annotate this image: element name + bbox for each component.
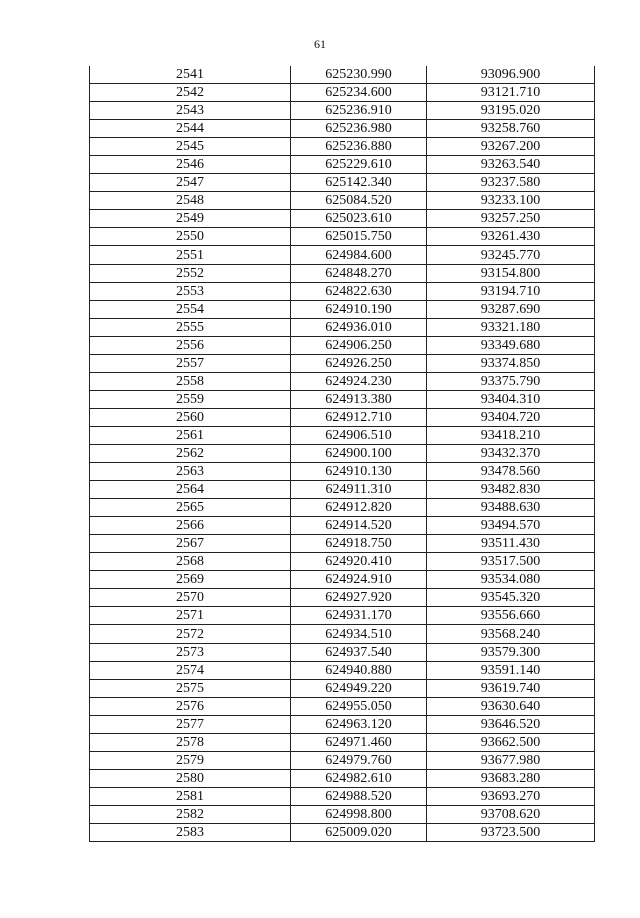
table-row	[90, 246, 595, 264]
point-number-cell: 2574	[90, 661, 291, 679]
point-number-cell: 2564	[90, 481, 291, 499]
x-coordinate-cell: 624913.380	[291, 390, 427, 408]
point-number-cell: 2565	[90, 499, 291, 517]
point-number-cell: 2548	[90, 192, 291, 210]
x-coordinate-cell: 624931.170	[291, 607, 427, 625]
y-coordinate-cell: 93195.020	[427, 102, 595, 120]
x-coordinate-cell: 624984.600	[291, 246, 427, 264]
y-coordinate-cell: 93233.100	[427, 192, 595, 210]
point-number-cell: 2551	[90, 246, 291, 264]
y-coordinate-cell: 93646.520	[427, 715, 595, 733]
point-number-cell: 2578	[90, 733, 291, 751]
point-number-cell: 2575	[90, 679, 291, 697]
table-row	[90, 138, 595, 156]
y-coordinate-cell: 93374.850	[427, 354, 595, 372]
table-row	[90, 390, 595, 408]
point-number-cell: 2580	[90, 769, 291, 787]
y-coordinate-cell: 93194.710	[427, 282, 595, 300]
x-coordinate-cell: 624963.120	[291, 715, 427, 733]
table-row	[90, 300, 595, 318]
x-coordinate-cell: 624924.230	[291, 372, 427, 390]
point-number-cell: 2543	[90, 102, 291, 120]
table-row	[90, 354, 595, 372]
point-number-cell: 2577	[90, 715, 291, 733]
point-number-cell: 2568	[90, 553, 291, 571]
y-coordinate-cell: 93263.540	[427, 156, 595, 174]
x-coordinate-cell: 624955.050	[291, 697, 427, 715]
table-row	[90, 264, 595, 282]
table-row	[90, 463, 595, 481]
point-number-cell: 2557	[90, 354, 291, 372]
table-row	[90, 697, 595, 715]
table-row	[90, 607, 595, 625]
y-coordinate-cell: 93534.080	[427, 571, 595, 589]
point-number-cell: 2544	[90, 120, 291, 138]
y-coordinate-cell: 93267.200	[427, 138, 595, 156]
y-coordinate-cell: 93154.800	[427, 264, 595, 282]
point-number-cell: 2566	[90, 517, 291, 535]
x-coordinate-cell: 624979.760	[291, 751, 427, 769]
point-number-cell: 2583	[90, 823, 291, 841]
y-coordinate-cell: 93418.210	[427, 426, 595, 444]
table-row	[90, 372, 595, 390]
y-coordinate-cell: 93708.620	[427, 805, 595, 823]
x-coordinate-cell: 624988.520	[291, 787, 427, 805]
y-coordinate-cell: 93677.980	[427, 751, 595, 769]
x-coordinate-cell: 624910.130	[291, 463, 427, 481]
point-number-cell: 2556	[90, 336, 291, 354]
x-coordinate-cell: 624936.010	[291, 318, 427, 336]
table-row	[90, 643, 595, 661]
y-coordinate-cell: 93478.560	[427, 463, 595, 481]
y-coordinate-cell: 93662.500	[427, 733, 595, 751]
x-coordinate-cell: 624822.630	[291, 282, 427, 300]
point-number-cell: 2550	[90, 228, 291, 246]
x-coordinate-cell: 624949.220	[291, 679, 427, 697]
x-coordinate-cell: 624924.910	[291, 571, 427, 589]
y-coordinate-cell: 93287.690	[427, 300, 595, 318]
y-coordinate-cell: 93683.280	[427, 769, 595, 787]
x-coordinate-cell: 624934.510	[291, 625, 427, 643]
y-coordinate-cell: 93121.710	[427, 84, 595, 102]
table-row	[90, 481, 595, 499]
y-coordinate-cell: 93261.430	[427, 228, 595, 246]
point-number-cell: 2541	[90, 66, 291, 84]
x-coordinate-cell: 624911.310	[291, 481, 427, 499]
y-coordinate-cell: 93693.270	[427, 787, 595, 805]
x-coordinate-cell: 624914.520	[291, 517, 427, 535]
point-number-cell: 2552	[90, 264, 291, 282]
point-number-cell: 2561	[90, 426, 291, 444]
y-coordinate-cell: 93482.830	[427, 481, 595, 499]
point-number-cell: 2569	[90, 571, 291, 589]
point-number-cell: 2555	[90, 318, 291, 336]
y-coordinate-cell: 93096.900	[427, 66, 595, 84]
point-number-cell: 2579	[90, 751, 291, 769]
y-coordinate-cell: 93245.770	[427, 246, 595, 264]
y-coordinate-cell: 93257.250	[427, 210, 595, 228]
point-number-cell: 2567	[90, 535, 291, 553]
point-number-cell: 2570	[90, 589, 291, 607]
table-row	[90, 679, 595, 697]
y-coordinate-cell: 93432.370	[427, 444, 595, 462]
y-coordinate-cell: 93630.640	[427, 697, 595, 715]
table-row	[90, 571, 595, 589]
point-number-cell: 2559	[90, 390, 291, 408]
y-coordinate-cell: 93404.310	[427, 390, 595, 408]
page-number: 61	[314, 37, 326, 51]
y-coordinate-cell: 93511.430	[427, 535, 595, 553]
table-row	[90, 553, 595, 571]
point-number-cell: 2573	[90, 643, 291, 661]
point-number-cell: 2582	[90, 805, 291, 823]
y-coordinate-cell: 93556.660	[427, 607, 595, 625]
table-row	[90, 408, 595, 426]
x-coordinate-cell: 625236.910	[291, 102, 427, 120]
x-coordinate-cell: 624937.540	[291, 643, 427, 661]
y-coordinate-cell: 93237.580	[427, 174, 595, 192]
y-coordinate-cell: 93579.300	[427, 643, 595, 661]
table-row	[90, 499, 595, 517]
x-coordinate-cell: 624920.410	[291, 553, 427, 571]
point-number-cell: 2558	[90, 372, 291, 390]
x-coordinate-cell: 624906.510	[291, 426, 427, 444]
x-coordinate-cell: 625142.340	[291, 174, 427, 192]
x-coordinate-cell: 625234.600	[291, 84, 427, 102]
y-coordinate-cell: 93619.740	[427, 679, 595, 697]
x-coordinate-cell: 624982.610	[291, 769, 427, 787]
table-row	[90, 444, 595, 462]
y-coordinate-cell: 93404.720	[427, 408, 595, 426]
x-coordinate-cell: 625229.610	[291, 156, 427, 174]
point-number-cell: 2553	[90, 282, 291, 300]
x-coordinate-cell: 625236.880	[291, 138, 427, 156]
x-coordinate-cell: 625015.750	[291, 228, 427, 246]
point-number-cell: 2560	[90, 408, 291, 426]
x-coordinate-cell: 624900.100	[291, 444, 427, 462]
point-number-cell: 2572	[90, 625, 291, 643]
x-coordinate-cell: 624926.250	[291, 354, 427, 372]
table-row	[90, 661, 595, 679]
y-coordinate-cell: 93258.760	[427, 120, 595, 138]
table-row	[90, 228, 595, 246]
y-coordinate-cell: 93545.320	[427, 589, 595, 607]
y-coordinate-cell: 93321.180	[427, 318, 595, 336]
y-coordinate-cell: 93375.790	[427, 372, 595, 390]
x-coordinate-cell: 624998.800	[291, 805, 427, 823]
point-number-cell: 2545	[90, 138, 291, 156]
x-coordinate-cell: 624910.190	[291, 300, 427, 318]
table-row	[90, 120, 595, 138]
y-coordinate-cell: 93488.630	[427, 499, 595, 517]
point-number-cell: 2546	[90, 156, 291, 174]
table-body	[90, 66, 595, 842]
table-row	[90, 733, 595, 751]
x-coordinate-cell: 624971.460	[291, 733, 427, 751]
table-row	[90, 192, 595, 210]
table-row	[90, 805, 595, 823]
table-row	[90, 589, 595, 607]
y-coordinate-cell: 93517.500	[427, 553, 595, 571]
table-row	[90, 66, 595, 84]
table-row	[90, 282, 595, 300]
y-coordinate-cell: 93568.240	[427, 625, 595, 643]
point-number-cell: 2576	[90, 697, 291, 715]
x-coordinate-cell: 625230.990	[291, 66, 427, 84]
table-row	[90, 823, 595, 841]
x-coordinate-cell: 625084.520	[291, 192, 427, 210]
x-coordinate-cell: 625023.610	[291, 210, 427, 228]
table-row	[90, 715, 595, 733]
x-coordinate-cell: 624848.270	[291, 264, 427, 282]
coordinates-table	[89, 66, 595, 842]
x-coordinate-cell: 624912.820	[291, 499, 427, 517]
x-coordinate-cell: 625236.980	[291, 120, 427, 138]
table-row	[90, 426, 595, 444]
table-row	[90, 625, 595, 643]
x-coordinate-cell: 624906.250	[291, 336, 427, 354]
x-coordinate-cell: 624912.710	[291, 408, 427, 426]
point-number-cell: 2554	[90, 300, 291, 318]
table-row	[90, 156, 595, 174]
y-coordinate-cell: 93723.500	[427, 823, 595, 841]
y-coordinate-cell: 93591.140	[427, 661, 595, 679]
table-row	[90, 318, 595, 336]
point-number-cell: 2562	[90, 444, 291, 462]
x-coordinate-cell: 625009.020	[291, 823, 427, 841]
table-row	[90, 102, 595, 120]
point-number-cell: 2542	[90, 84, 291, 102]
table-row	[90, 535, 595, 553]
y-coordinate-cell: 93349.680	[427, 336, 595, 354]
table-row	[90, 336, 595, 354]
point-number-cell: 2563	[90, 463, 291, 481]
table-row	[90, 751, 595, 769]
table-row	[90, 84, 595, 102]
y-coordinate-cell: 93494.570	[427, 517, 595, 535]
point-number-cell: 2547	[90, 174, 291, 192]
table-row	[90, 210, 595, 228]
x-coordinate-cell: 624940.880	[291, 661, 427, 679]
table-row	[90, 174, 595, 192]
x-coordinate-cell: 624918.750	[291, 535, 427, 553]
table-row	[90, 787, 595, 805]
table-row	[90, 769, 595, 787]
point-number-cell: 2581	[90, 787, 291, 805]
x-coordinate-cell: 624927.920	[291, 589, 427, 607]
point-number-cell: 2549	[90, 210, 291, 228]
table-row	[90, 517, 595, 535]
point-number-cell: 2571	[90, 607, 291, 625]
